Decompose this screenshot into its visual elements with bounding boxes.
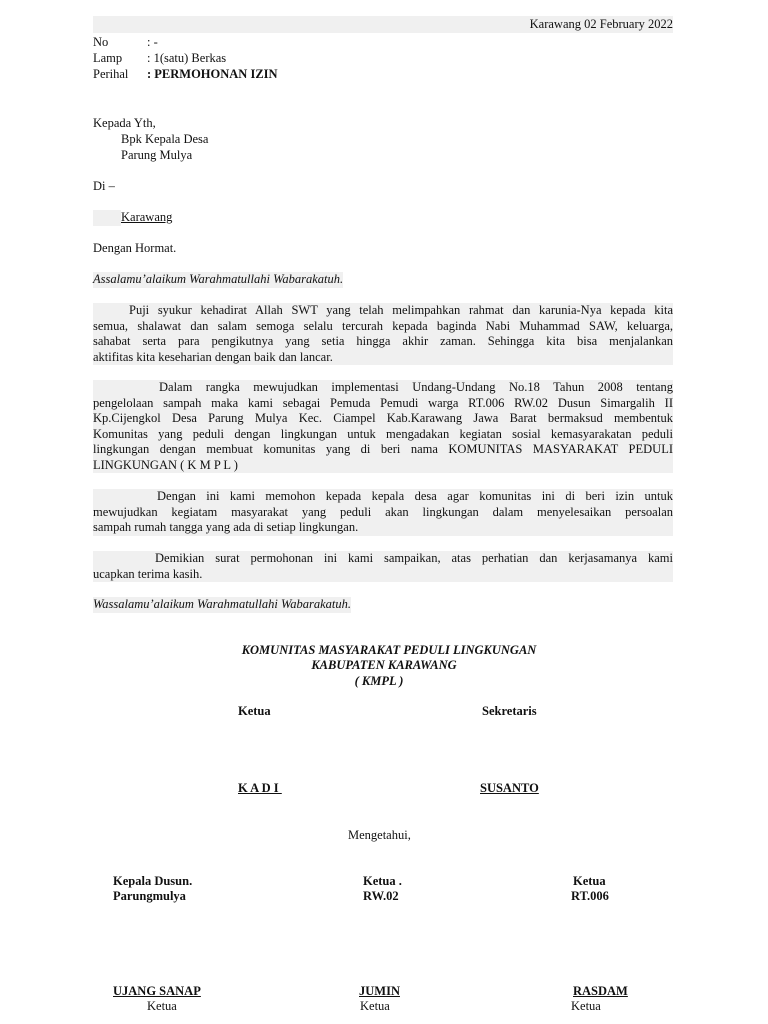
salutation: Dengan Hormat.	[93, 241, 177, 255]
closing-greeting: Wassalamu’alaikum Warahmatullahi Wabarakatuh.	[93, 597, 352, 611]
paragraph-line: lingkungan dengan membuat komunitas yang di beri nama KOMUNITAS MASYARAKAT PEDULI	[93, 442, 673, 456]
paragraph-1	[93, 303, 673, 365]
signer-rw-title: Ketua .	[363, 874, 402, 888]
org-abbreviation: ( KMPL )	[354, 674, 404, 688]
paragraph-line: Dengan ini kami memohon kepada kepala desa agar komunitas ini di beri izin untuk	[157, 489, 673, 503]
paragraph-line: Kp.Cijengkol Desa Parung Mulya Kec. Ciampel Kab.Karawang Jawa Barat bermaksud membentuk	[93, 411, 673, 425]
letter-date: Karawang 02 February 2022	[529, 17, 673, 31]
paragraph-3	[93, 489, 673, 536]
signer-hamlet-role: Ketua	[147, 999, 177, 1013]
paragraph-line: LINGKUNGAN ( K M P L )	[93, 457, 238, 472]
meta-subject-label: Perihal	[93, 67, 129, 81]
paragraph-line: aktifitas kita keseharian dengan baik dan lancar.	[93, 349, 333, 364]
paragraph-line: Komunitas yang peduli dengan lingkungan untuk mengadakan kegiatan sosial kemasyarakatan peduli	[93, 426, 673, 441]
signer-hamlet-title: Kepala Dusun.	[113, 874, 193, 888]
paragraph-line: Dalam rangka mewujudkan implementasi Undang-Undang No.18 Tahun 2008 tentang	[159, 380, 673, 394]
recipient-line1: Bpk Kepala Desa	[121, 132, 209, 146]
signer-rt-name: RASDAM	[573, 984, 628, 998]
meta-subject-value: : PERMOHONAN IZIN	[147, 67, 278, 81]
recipient-greeting: Kepada Yth,	[93, 116, 156, 130]
signer-hamlet-place: Parungmulya	[113, 889, 186, 903]
signer-rw-role: Ketua	[360, 999, 390, 1013]
paragraph-line: Demikian surat permohonan ini kami sampaikan, atas perhatian dan kerjasamanya kami	[155, 551, 673, 565]
meta-subject	[93, 67, 278, 83]
meta-number-value: : -	[147, 35, 158, 49]
signer-chair-title: Ketua	[238, 704, 271, 718]
paragraph-line: sahabat serta para pengikutnya yang setia hingga akhir zaman. Sehingga kita bisa menjalankan	[93, 334, 673, 348]
meta-number-label: No	[93, 35, 109, 49]
meta-number	[93, 35, 158, 51]
paragraph-line: semua, shalawat dan salam semoga selalu tercurah kepada baginda Nabi Muhammad SAW, keluarga,	[93, 318, 673, 333]
paragraph-2	[93, 380, 673, 473]
meta-attachment-value: : 1(satu) Berkas	[147, 51, 227, 65]
recipient-city: Karawang	[121, 210, 173, 224]
opening-greeting: Assalamu’alaikum Warahmatullahi Wabarakatuh.	[93, 272, 344, 286]
paragraph-line: sampah rumah tangga yang ada di setiap lingkungan.	[93, 520, 359, 534]
paragraph-line: mewujudkan kegiatam masyarakat yang peduli akan lingkungan dalam menyelesaikan persoalan	[93, 504, 673, 519]
meta-attachment	[93, 51, 226, 67]
paragraph-line: Puji syukur kehadirat Allah SWT yang telah melimpahkan rahmat dan karunia-Nya kepada kita	[129, 303, 673, 317]
signer-rt-title: Ketua	[573, 874, 606, 888]
org-region: KABUPATEN KARAWANG	[311, 658, 457, 672]
signer-rt-role: Ketua	[571, 999, 601, 1013]
paragraph-line: ucapkan terima kasih.	[93, 566, 203, 581]
signer-secretary-title: Sekretaris	[482, 704, 537, 718]
paragraph-line: pengelolaan sampah maka kami sebagai Pemuda Pemudi warga RT.006 RW.02 Dusun Simargalih II	[93, 395, 673, 410]
signer-rw-name: JUMIN	[359, 984, 400, 998]
org-name: KOMUNITAS MASYARAKAT PEDULI LINGKUNGAN	[241, 643, 537, 657]
recipient-city-indent	[93, 210, 121, 226]
paragraph-4	[93, 551, 673, 582]
recipient-di: Di –	[93, 179, 115, 193]
signer-rw-unit: RW.02	[363, 889, 399, 903]
recipient-line2: Parung Mulya	[121, 148, 193, 162]
signer-rt-unit: RT.006	[571, 889, 609, 903]
signer-chair-name: K A D I	[238, 781, 282, 795]
acknowledged-label: Mengetahui,	[348, 828, 411, 842]
signer-secretary-name: SUSANTO	[480, 781, 539, 795]
meta-attachment-label: Lamp	[93, 51, 123, 65]
signer-hamlet-name: UJANG SANAP	[113, 984, 201, 998]
